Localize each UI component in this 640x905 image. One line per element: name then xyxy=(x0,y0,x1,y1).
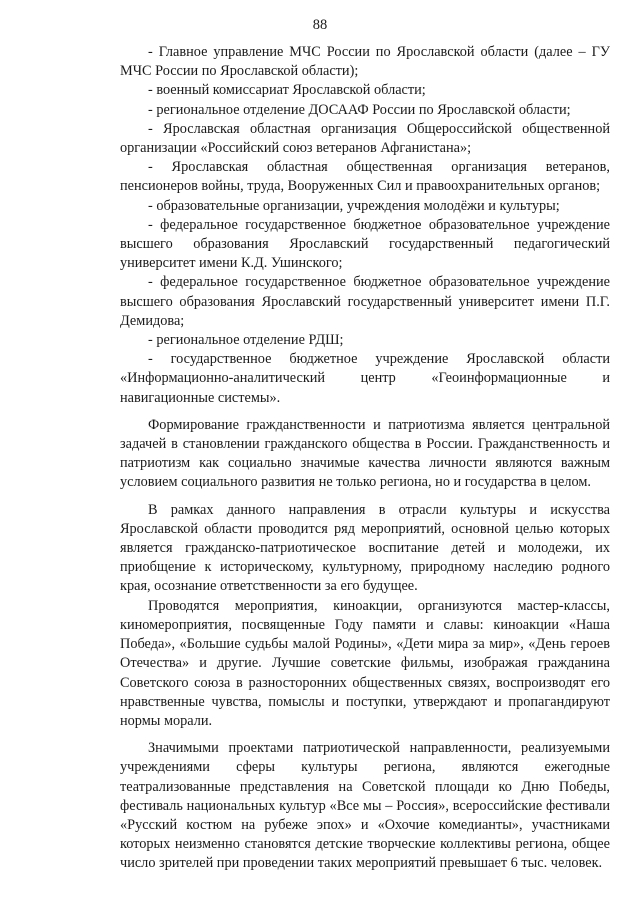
list-item: - образовательные организации, учреждения молодёжи и культуры; xyxy=(148,197,560,214)
paragraph: Формирование гражданственности и патриотизма является центральной задачей в становлении гражданского общества в России. Гражданственность и патриотизм как социально значимые качества личности являются важным условием социального развития не только региона, но и государства в целом. xyxy=(120,416,610,491)
paragraph: Проводятся мероприятия, киноакции, организуются мастер-классы, киномероприятия, посвященные Году памяти и славы: киноакции «Наша Победа», «Большие судьбы малой Родины», «Дети мира за мир», «День героев Отечества» и другие. Лучшие советские фильмы, изображая гражданина Советского союза в разносторонних общественных связях, воспроизводят его нравственные чувства, помыслы и поступки, утверждают и пропагандируют нормы морали. xyxy=(120,597,610,729)
list-item: - региональное отделение РДШ; xyxy=(148,332,344,349)
list-item: - федеральное государственное бюджетное образовательное учреждение высшего образования Ярославский государственный педагогический университет имени К.Д. Ушинского; xyxy=(120,216,610,272)
page-number: 88 xyxy=(312,17,328,33)
list-item: - Ярославская областная организация Общероссийской общественной организации «Российский союз ветеранов Афганистана»; xyxy=(120,120,610,157)
document-body xyxy=(120,43,610,874)
list-item: - военный комиссариат Ярославской области; xyxy=(148,82,426,99)
list-item: - государственное бюджетное учреждение Ярославской области «Информационно-аналитический центр «Геоинформационные и навигационные системы». xyxy=(120,351,610,406)
paragraph: Значимыми проектами патриотической направленности, реализуемыми учреждениями сферы культуры региона, являются ежегодные театрализованные представления на Советской площади ко Дню Победы, фестиваль национальных культур «Все мы – Россия», всероссийские фестивали «Русский костюм на рубеже эпох» и «Охочие комедианты», участниками которых неизменно становятся детские творческие коллективы региона, общее число зрителей при проведении таких мероприятий превышает 6 тыс. человек. xyxy=(120,740,610,872)
list-item: - Ярославская областная общественная организация ветеранов, пенсионеров войны, труда, Вооруженных Сил и правоохранительных органов; xyxy=(120,159,610,195)
list-item: - региональное отделение ДОСААФ России по Ярославской области; xyxy=(148,101,571,118)
list-item: - Главное управление МЧС России по Ярославской области (далее – ГУ МЧС России по Ярославской области); xyxy=(120,44,610,80)
list-item: - федеральное государственное бюджетное образовательное учреждение высшего образования Ярославский государственный университет имени П.Г. Демидова; xyxy=(120,274,610,329)
paragraph: В рамках данного направления в отрасли культуры и искусства Ярославской области проводится ряд мероприятий, основной целью которых является гражданско-патриотическое воспитание детей и молодежи, их приобщение к историческому, культурному, природному наследию родного края, осознание ответственности за его будущее. xyxy=(120,501,610,595)
